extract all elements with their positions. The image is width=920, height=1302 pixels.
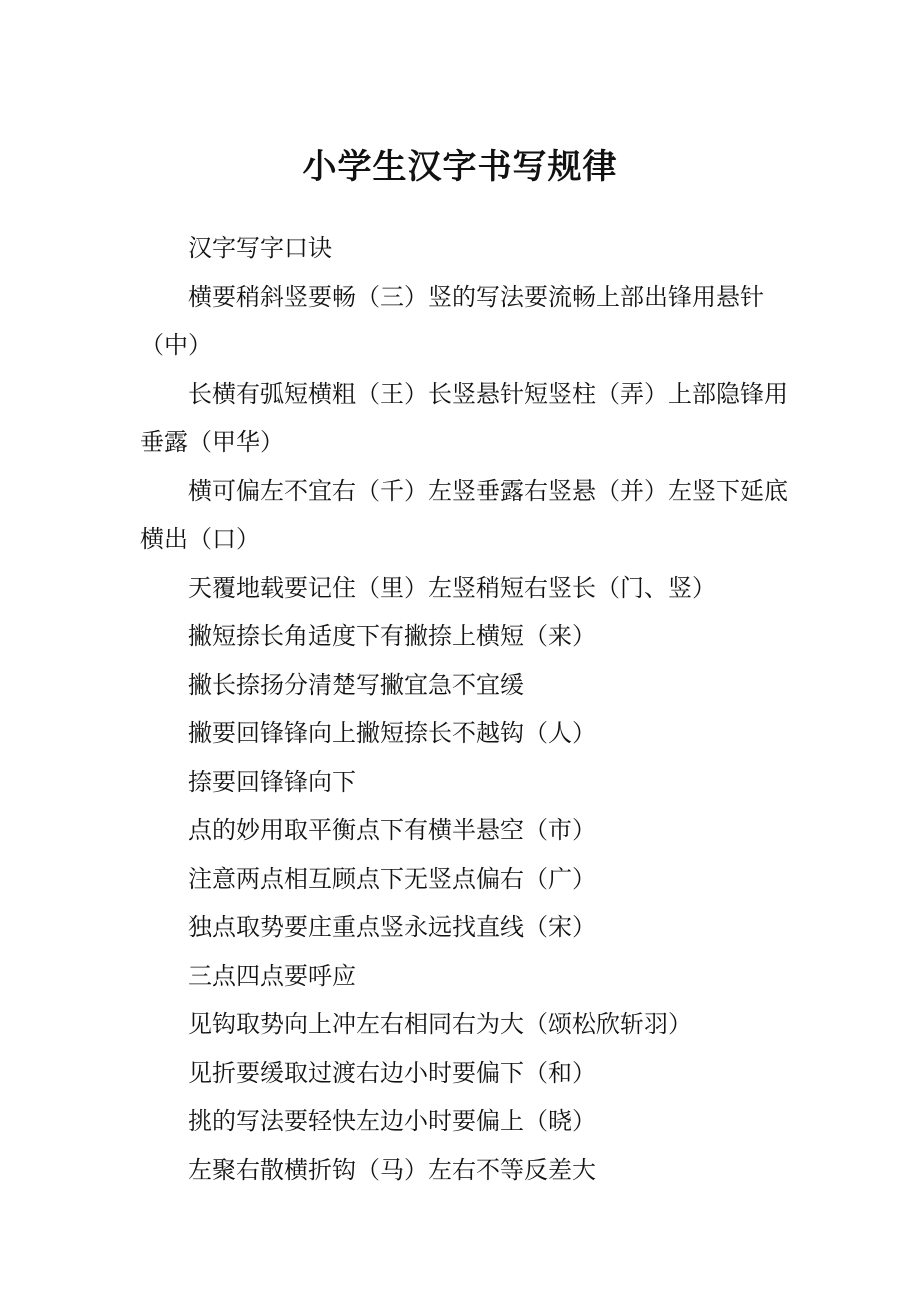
paragraph: 独点取势要庄重点竖永远找直线（宋） xyxy=(188,913,596,941)
paragraph: 横可偏左不宜右（千）左竖垂露右竖悬（并）左竖下延底横出（口） xyxy=(140,476,788,553)
paragraph: 见钩取势向上冲左右相同右为大（颂松欣斩羽） xyxy=(188,1010,692,1038)
paragraph: 撇短捺长角适度下有撇捺上横短（来） xyxy=(188,622,596,650)
paragraph: 点的妙用取平衡点下有横半悬空（市） xyxy=(188,816,596,844)
paragraph: 捺要回锋锋向下 xyxy=(188,767,356,796)
paragraph: 长横有弧短横粗（王）长竖悬针短竖柱（弄）上部隐锋用垂露（甲华） xyxy=(140,379,788,456)
paragraph: 撇要回锋锋向上撇短捺长不越钩（人） xyxy=(188,719,596,747)
paragraph: 挑的写法要轻快左边小时要偏上（晓） xyxy=(188,1107,596,1135)
paragraph: 汉字写字口诀 xyxy=(188,234,332,262)
paragraph: 见折要缓取过渡右边小时要偏下（和） xyxy=(188,1058,596,1087)
page-title: 小学生汉字书写规律 xyxy=(302,147,618,187)
paragraph: 注意两点相互顾点下无竖点偏右（广） xyxy=(188,864,596,893)
paragraph: 三点四点要呼应 xyxy=(188,961,356,990)
paragraph: 左聚右散横折钩（马）左右不等反差大 xyxy=(188,1155,596,1184)
paragraph: 天覆地载要记住（里）左竖稍短右竖长（门、竖） xyxy=(188,573,716,602)
document-body xyxy=(140,224,790,1194)
paragraph: 撇长捺扬分清楚写撇宜急不宜缓 xyxy=(188,670,524,699)
paragraph: 横要稍斜竖要畅（三）竖的写法要流畅上部出锋用悬针（中） xyxy=(140,282,764,359)
